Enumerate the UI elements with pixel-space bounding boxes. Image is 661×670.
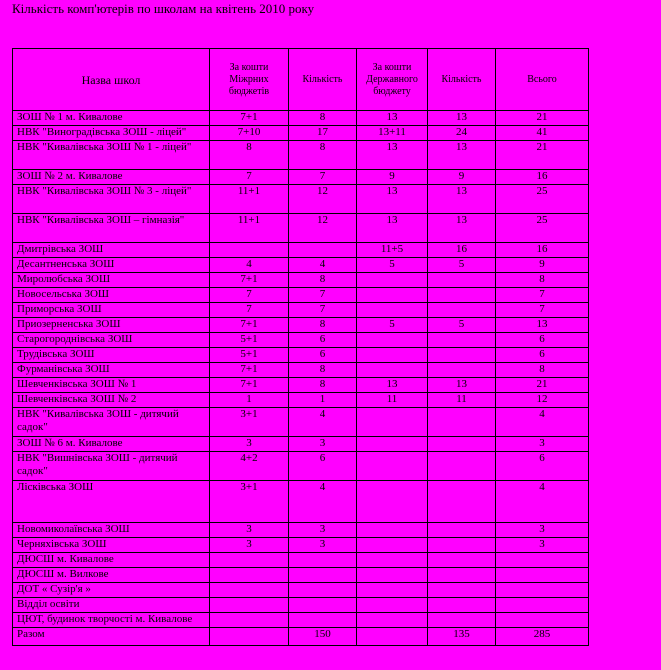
cell-minority-budget xyxy=(210,613,289,628)
cell-state-budget: 13 xyxy=(357,141,428,170)
table-row xyxy=(13,170,589,185)
cell-count-2: 5 xyxy=(428,258,496,273)
cell-state-budget: 13 xyxy=(357,111,428,126)
cell-total: 8 xyxy=(496,363,589,378)
cell-state-budget: 5 xyxy=(357,258,428,273)
cell-count-2: 11 xyxy=(428,393,496,408)
cell-total: 16 xyxy=(496,170,589,185)
cell-minority-budget xyxy=(210,568,289,583)
cell-total: 7 xyxy=(496,303,589,318)
cell-name: Приозерненська ЗОШ xyxy=(13,318,210,333)
cell-name: ЗОШ № 2 м. Кивалове xyxy=(13,170,210,185)
cell-name: Десантненська ЗОШ xyxy=(13,258,210,273)
cell-minority-budget: 4 xyxy=(210,258,289,273)
table-row xyxy=(13,437,589,452)
cell-count-1: 3 xyxy=(289,437,357,452)
cell-count-2: 13 xyxy=(428,111,496,126)
cell-count-1: 7 xyxy=(289,170,357,185)
cell-minority-budget: 7+1 xyxy=(210,273,289,288)
cell-total: 6 xyxy=(496,452,589,481)
cell-count-1: 1 xyxy=(289,393,357,408)
table-row xyxy=(13,408,589,437)
table-row xyxy=(13,185,589,214)
cell-total: 21 xyxy=(496,378,589,393)
cell-total: 3 xyxy=(496,437,589,452)
cell-count-1: 12 xyxy=(289,185,357,214)
cell-state-budget xyxy=(357,303,428,318)
cell-minority-budget: 5+1 xyxy=(210,333,289,348)
table-row xyxy=(13,333,589,348)
cell-total: 21 xyxy=(496,111,589,126)
cell-name: НВК "Кивалівська ЗОШ № 1 - ліцей" xyxy=(13,141,210,170)
cell-total: 4 xyxy=(496,481,589,523)
cell-name: Шевченківська ЗОШ № 1 xyxy=(13,378,210,393)
cell-total: 7 xyxy=(496,288,589,303)
cell-total xyxy=(496,553,589,568)
cell-count-1: 8 xyxy=(289,363,357,378)
cell-count-2: 16 xyxy=(428,243,496,258)
cell-count-1 xyxy=(289,553,357,568)
cell-count-1: 8 xyxy=(289,141,357,170)
cell-minority-budget: 7+1 xyxy=(210,363,289,378)
cell-count-1: 6 xyxy=(289,452,357,481)
cell-name: Миролюбська ЗОШ xyxy=(13,273,210,288)
cell-state-budget xyxy=(357,481,428,523)
total-cell-state-budget xyxy=(357,628,428,646)
cell-total: 12 xyxy=(496,393,589,408)
table-row xyxy=(13,378,589,393)
cell-count-2 xyxy=(428,553,496,568)
cell-count-1: 7 xyxy=(289,288,357,303)
cell-minority-budget xyxy=(210,243,289,258)
cell-name: НВК "Кивалівська ЗОШ - дитячий садок" xyxy=(13,408,210,437)
cell-name: Приморська ЗОШ xyxy=(13,303,210,318)
table-row xyxy=(13,303,589,318)
total-cell-count-1: 150 xyxy=(289,628,357,646)
cell-count-2 xyxy=(428,598,496,613)
cell-total: 25 xyxy=(496,185,589,214)
table-body xyxy=(13,111,589,646)
cell-count-1 xyxy=(289,598,357,613)
table-header-row xyxy=(13,49,589,111)
cell-count-1: 6 xyxy=(289,348,357,363)
cell-state-budget: 13+11 xyxy=(357,126,428,141)
cell-count-2 xyxy=(428,288,496,303)
cell-count-2 xyxy=(428,408,496,437)
cell-state-budget xyxy=(357,598,428,613)
cell-total: 16 xyxy=(496,243,589,258)
table-row xyxy=(13,258,589,273)
computers-table xyxy=(12,48,589,646)
cell-name: Фурманівська ЗОШ xyxy=(13,363,210,378)
cell-name: ЦЮТ, будинок творчості м. Кивалове xyxy=(13,613,210,628)
cell-minority-budget: 3+1 xyxy=(210,408,289,437)
table-row xyxy=(13,583,589,598)
cell-state-budget: 11 xyxy=(357,393,428,408)
header-state-budget: За кошти Державного бюджету xyxy=(357,49,428,111)
cell-name: ЗОШ № 1 м. Кивалове xyxy=(13,111,210,126)
table-row xyxy=(13,111,589,126)
cell-total: 6 xyxy=(496,348,589,363)
cell-state-budget xyxy=(357,523,428,538)
cell-state-budget xyxy=(357,437,428,452)
cell-count-1: 6 xyxy=(289,333,357,348)
cell-minority-budget: 11+1 xyxy=(210,214,289,243)
cell-minority-budget: 7 xyxy=(210,170,289,185)
cell-total: 4 xyxy=(496,408,589,437)
cell-state-budget xyxy=(357,333,428,348)
cell-count-1: 8 xyxy=(289,111,357,126)
cell-count-2: 13 xyxy=(428,185,496,214)
cell-count-1: 8 xyxy=(289,378,357,393)
table-row xyxy=(13,393,589,408)
cell-count-2 xyxy=(428,481,496,523)
cell-name: Старогороднівська ЗОШ xyxy=(13,333,210,348)
table-row xyxy=(13,553,589,568)
cell-minority-budget: 11+1 xyxy=(210,185,289,214)
cell-name: ДЮСШ м. Кивалове xyxy=(13,553,210,568)
cell-count-2: 9 xyxy=(428,170,496,185)
table-row xyxy=(13,363,589,378)
cell-minority-budget: 7+1 xyxy=(210,318,289,333)
cell-count-2 xyxy=(428,538,496,553)
cell-state-budget xyxy=(357,348,428,363)
cell-minority-budget: 3 xyxy=(210,538,289,553)
table-row xyxy=(13,288,589,303)
table-row xyxy=(13,214,589,243)
cell-name: Дмитрівська ЗОШ xyxy=(13,243,210,258)
cell-name: НВК "Кивалівська ЗОШ № 3 - ліцей" xyxy=(13,185,210,214)
cell-name: Трудівська ЗОШ xyxy=(13,348,210,363)
cell-total: 9 xyxy=(496,258,589,273)
cell-state-budget xyxy=(357,273,428,288)
cell-total: 13 xyxy=(496,318,589,333)
cell-count-1: 12 xyxy=(289,214,357,243)
cell-count-2: 13 xyxy=(428,378,496,393)
cell-name: НВК "Кивалівська ЗОШ – гімназія" xyxy=(13,214,210,243)
table-row xyxy=(13,243,589,258)
header-name: Назва школ xyxy=(13,49,210,111)
cell-total xyxy=(496,598,589,613)
cell-total xyxy=(496,613,589,628)
cell-count-1: 3 xyxy=(289,523,357,538)
table-row xyxy=(13,348,589,363)
cell-count-2 xyxy=(428,273,496,288)
cell-count-1: 4 xyxy=(289,258,357,273)
cell-total: 3 xyxy=(496,523,589,538)
cell-count-1 xyxy=(289,568,357,583)
table-row xyxy=(13,613,589,628)
cell-count-2: 24 xyxy=(428,126,496,141)
total-cell-total: 285 xyxy=(496,628,589,646)
cell-count-1 xyxy=(289,613,357,628)
cell-count-2 xyxy=(428,363,496,378)
cell-state-budget: 13 xyxy=(357,214,428,243)
cell-state-budget xyxy=(357,583,428,598)
cell-state-budget: 5 xyxy=(357,318,428,333)
cell-name: Новосельська ЗОШ xyxy=(13,288,210,303)
cell-minority-budget xyxy=(210,583,289,598)
cell-name: ЗОШ № 6 м. Кивалове xyxy=(13,437,210,452)
cell-total: 21 xyxy=(496,141,589,170)
cell-minority-budget: 7 xyxy=(210,288,289,303)
cell-state-budget xyxy=(357,288,428,303)
cell-minority-budget: 3 xyxy=(210,523,289,538)
cell-count-2 xyxy=(428,348,496,363)
cell-total: 8 xyxy=(496,273,589,288)
cell-count-1: 8 xyxy=(289,273,357,288)
total-cell-minority-budget xyxy=(210,628,289,646)
table-row xyxy=(13,481,589,523)
cell-count-1 xyxy=(289,583,357,598)
total-row xyxy=(13,628,589,646)
total-cell-count-2: 135 xyxy=(428,628,496,646)
cell-count-2: 13 xyxy=(428,214,496,243)
cell-count-2: 13 xyxy=(428,141,496,170)
table-row xyxy=(13,538,589,553)
cell-state-budget xyxy=(357,408,428,437)
document-title: Кількість комп'ютерів по школам на квітень 2010 року xyxy=(12,1,315,16)
cell-state-budget xyxy=(357,452,428,481)
cell-minority-budget: 1 xyxy=(210,393,289,408)
cell-name: Шевченківська ЗОШ № 2 xyxy=(13,393,210,408)
cell-name: Лісківська ЗОШ xyxy=(13,481,210,523)
cell-total: 3 xyxy=(496,538,589,553)
cell-minority-budget: 3+1 xyxy=(210,481,289,523)
cell-state-budget: 9 xyxy=(357,170,428,185)
header-count-2: Кількість xyxy=(428,49,496,111)
cell-count-2 xyxy=(428,333,496,348)
cell-count-2 xyxy=(428,583,496,598)
cell-state-budget xyxy=(357,568,428,583)
cell-name: ДЮСШ м. Вилкове xyxy=(13,568,210,583)
cell-state-budget xyxy=(357,538,428,553)
cell-count-2 xyxy=(428,452,496,481)
cell-total: 41 xyxy=(496,126,589,141)
cell-minority-budget xyxy=(210,553,289,568)
cell-minority-budget: 7 xyxy=(210,303,289,318)
cell-count-1: 7 xyxy=(289,303,357,318)
cell-minority-budget xyxy=(210,598,289,613)
cell-total xyxy=(496,583,589,598)
header-count-1: Кількість xyxy=(289,49,357,111)
cell-state-budget: 13 xyxy=(357,378,428,393)
cell-state-budget xyxy=(357,613,428,628)
table-row xyxy=(13,126,589,141)
cell-minority-budget: 4+2 xyxy=(210,452,289,481)
cell-total: 6 xyxy=(496,333,589,348)
cell-count-2: 5 xyxy=(428,318,496,333)
table-row xyxy=(13,568,589,583)
cell-count-1 xyxy=(289,243,357,258)
header-minority-budget: За кошти Міжрних бюджетів xyxy=(210,49,289,111)
cell-count-2 xyxy=(428,303,496,318)
cell-count-2 xyxy=(428,568,496,583)
cell-state-budget xyxy=(357,363,428,378)
cell-name: Новомиколаївська ЗОШ xyxy=(13,523,210,538)
cell-count-2 xyxy=(428,437,496,452)
cell-count-2 xyxy=(428,613,496,628)
cell-minority-budget: 7+10 xyxy=(210,126,289,141)
cell-count-1: 4 xyxy=(289,408,357,437)
table-row xyxy=(13,273,589,288)
total-cell-name: Разом xyxy=(13,628,210,646)
cell-minority-budget: 8 xyxy=(210,141,289,170)
cell-name: ДОТ « Сузір'я » xyxy=(13,583,210,598)
cell-name: Відділ освіти xyxy=(13,598,210,613)
table-row xyxy=(13,523,589,538)
cell-name: НВК "Вишнівська ЗОШ - дитячий садок" xyxy=(13,452,210,481)
cell-count-2 xyxy=(428,523,496,538)
cell-count-1: 8 xyxy=(289,318,357,333)
cell-count-1: 4 xyxy=(289,481,357,523)
cell-count-1: 17 xyxy=(289,126,357,141)
cell-total: 25 xyxy=(496,214,589,243)
cell-state-budget xyxy=(357,553,428,568)
cell-minority-budget: 7+1 xyxy=(210,378,289,393)
table-row xyxy=(13,452,589,481)
cell-state-budget: 13 xyxy=(357,185,428,214)
cell-minority-budget: 3 xyxy=(210,437,289,452)
cell-name: НВК "Виноградівська ЗОШ - ліцей" xyxy=(13,126,210,141)
cell-count-1: 3 xyxy=(289,538,357,553)
cell-name: Черняхівська ЗОШ xyxy=(13,538,210,553)
cell-state-budget: 11+5 xyxy=(357,243,428,258)
table-row xyxy=(13,141,589,170)
header-total: Всього xyxy=(496,49,589,111)
cell-total xyxy=(496,568,589,583)
table-row xyxy=(13,318,589,333)
cell-minority-budget: 7+1 xyxy=(210,111,289,126)
table-row xyxy=(13,598,589,613)
cell-minority-budget: 5+1 xyxy=(210,348,289,363)
